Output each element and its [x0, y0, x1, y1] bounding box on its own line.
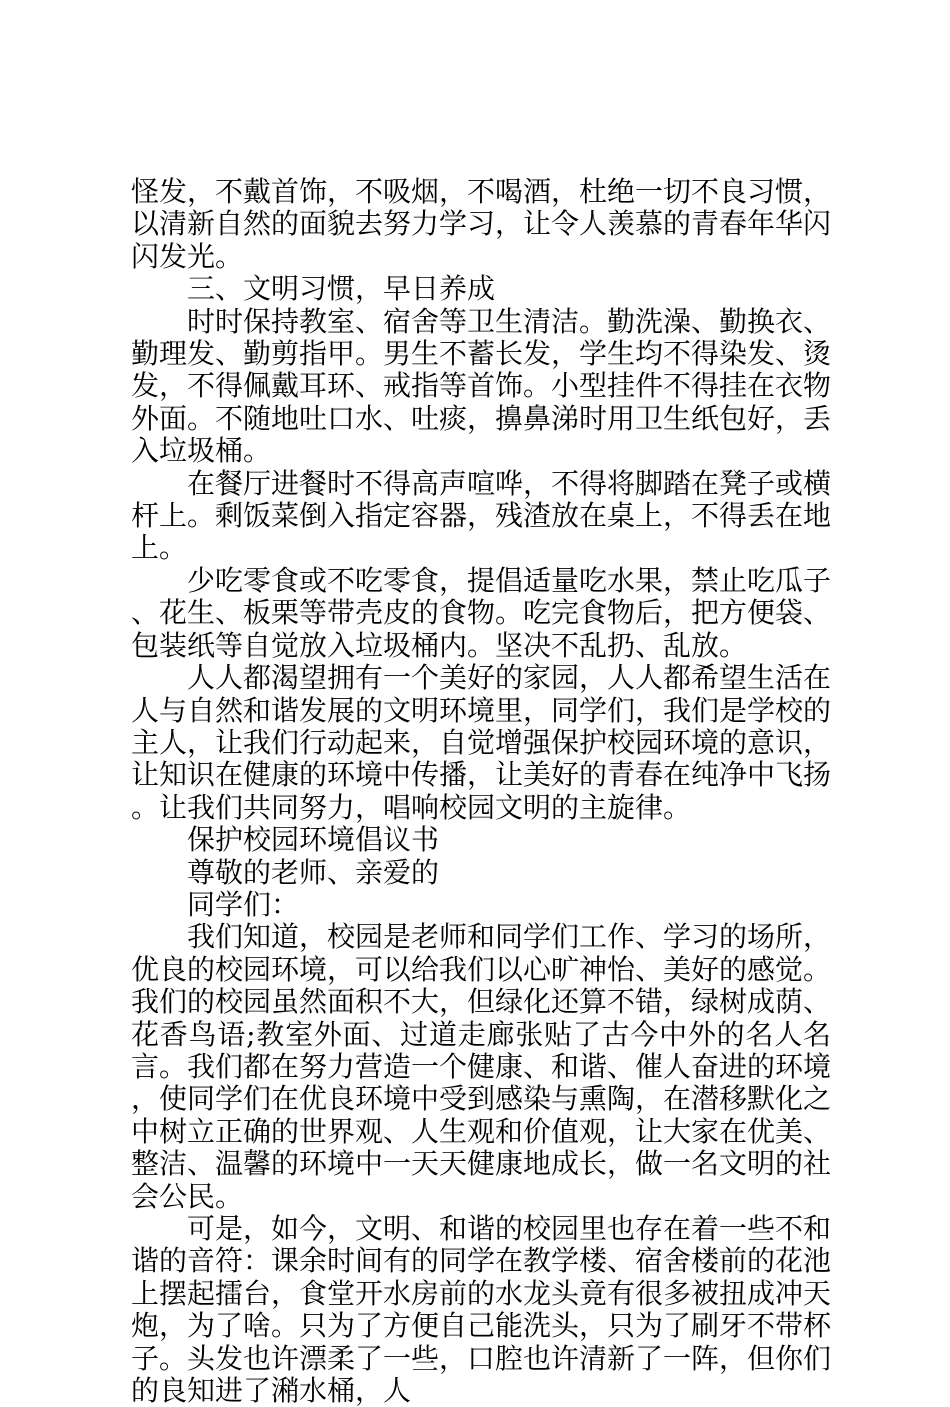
paragraph-disharmony: 可是，如今，文明、和谐的校园里也存在着一些不和谐的音符：课余时间有的同学在教学楼、宿舍楼前的花池上摆起擂台，食堂开水房前的水龙头竟有很多被扭成冲天炮，为了啥。只为了方便自己能洗头，只为了刷牙不带杯子。头发也许漂柔了一些，口腔也许清新了一阵，但你们的良知进了潲水桶，人: [131, 1212, 832, 1407]
salutation-students: 同学们：: [187, 887, 300, 921]
paragraph-campus-environment: 我们知道，校园是老师和同学们工作、学习的场所，优良的校园环境，可以给我们以心旷神怡、美好的感觉。我们的校园虽然面积不大，但绿化还算不错，绿树成荫、花香鸟语;教室外面、过道走廊张贴了古今中外的名人名言。我们都在努力营造一个健康、和谐、催人奋进的环境，使同学们在优良环境中受到感染与熏陶，在潜移默化之中树立正确的世界观、人生观和价值观，让大家在优美、整洁、温馨的环境中一天天健康地成长，做一名文明的社会公民。: [131, 920, 832, 1213]
document-page: [131, 176, 831, 1407]
document-title-proposal: 保护校园环境倡议书: [187, 823, 440, 857]
salutation-teachers: 尊敬的老师、亲爱的: [187, 855, 440, 889]
paragraph-dining: 在餐厅进餐时不得高声喧哗，不得将脚踏在凳子或横杆上。剩饭菜倒入指定容器，残渣放在桌上，不得丢在地上。: [131, 466, 832, 565]
paragraph-1: 怪发，不戴首饰，不吸烟，不喝酒，杜绝一切不良习惯，以清新自然的面貌去努力学习，让令人羡慕的青春年华闪闪发光。: [131, 175, 832, 273]
paragraph-call-to-action: 人人都渴望拥有一个美好的家园，人人都希望生活在人与自然和谐发展的文明环境里，同学们，我们是学校的主人，让我们行动起来，自觉增强保护校园环境的意识，让知识在健康的环境中传播，让美好的青春在纯净中飞扬。让我们共同努力，唱响校园文明的主旋律。: [131, 661, 832, 824]
paragraph-snacks: 少吃零食或不吃零食，提倡适量吃水果，禁止吃瓜子、花生、板栗等带壳皮的食物。吃完食物后，把方便袋、包装纸等自觉放入垃圾桶内。坚决不乱扔、乱放。: [131, 563, 832, 662]
paragraph-hygiene: 时时保持教室、宿舍等卫生清洁。勤洗澡、勤换衣、勤理发、勤剪指甲。男生不蓄长发，学生均不得染发、烫发，不得佩戴耳环、戒指等首饰。小型挂件不得挂在衣物外面。不随地吐口水、吐痰，擤鼻涕时用卫生纸包好，丢入垃圾桶。: [131, 304, 832, 468]
section-heading-civilized-habits: 三、文明习惯，早日养成: [187, 272, 496, 306]
